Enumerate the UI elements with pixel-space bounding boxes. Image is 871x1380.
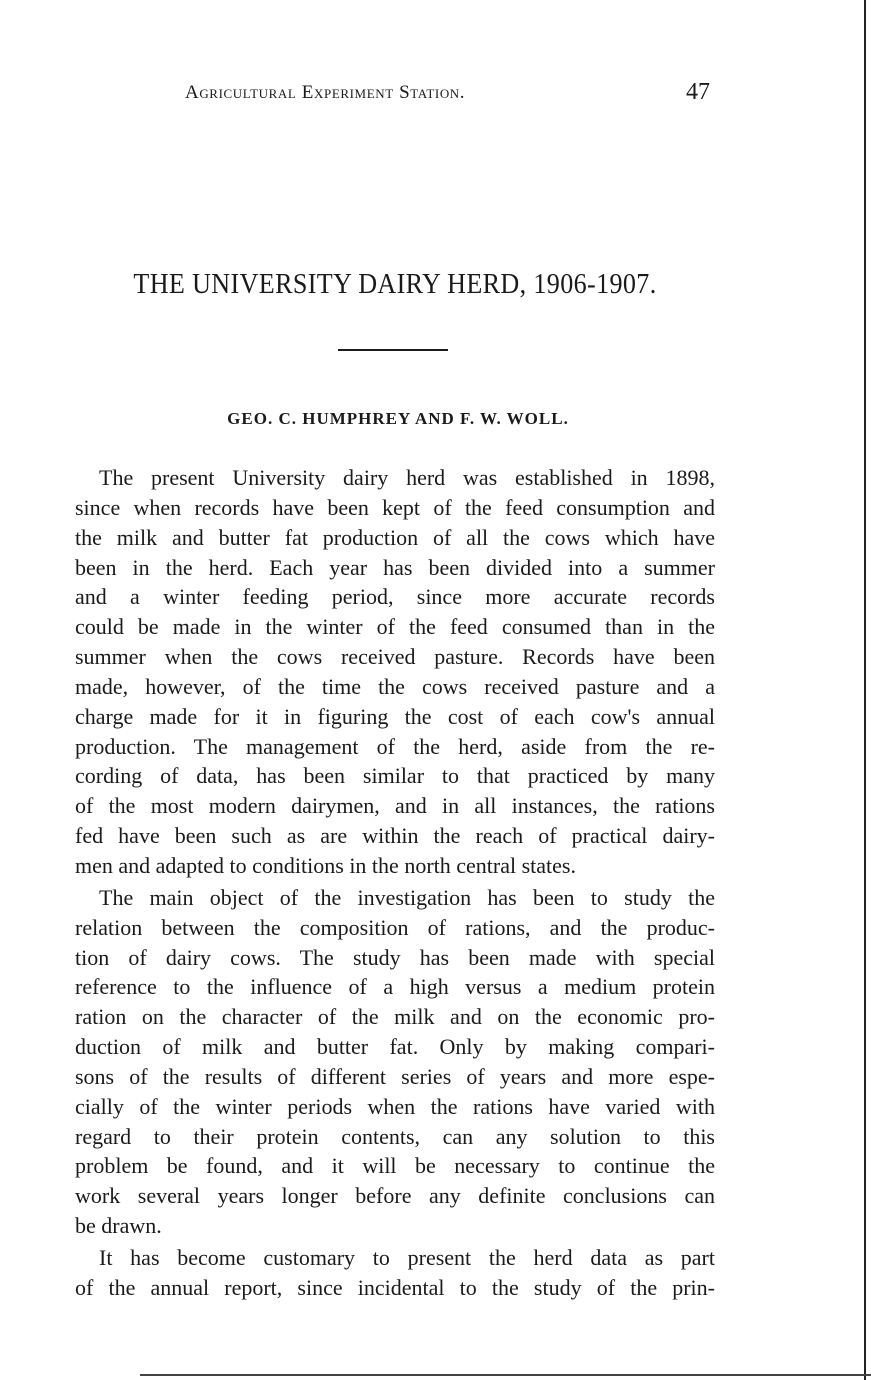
- text-line: duction of milk and butter fat. Only by making compari-: [75, 1034, 715, 1060]
- page-bottom-rule: [140, 1374, 871, 1376]
- running-head: [185, 79, 710, 112]
- text-line: The present University dairy herd was established in 1898,: [99, 465, 715, 490]
- article-title: THE UNIVERSITY DAIRY HERD, 1906-1907.: [133, 268, 657, 300]
- text-line: of the annual report, since incidental to the study of the prin-: [75, 1274, 715, 1300]
- text-line: charge made for it in figuring the cost of each cow's annual: [75, 703, 715, 729]
- text-line: problem be found, and it will be necessary to continue the: [75, 1153, 715, 1179]
- text-line: ration on the character of the milk and on the economic pro-: [75, 1004, 715, 1030]
- title-divider: [338, 349, 448, 351]
- text-line: be drawn.: [75, 1213, 162, 1239]
- text-line: work several years longer before any definite conclusions can: [75, 1183, 715, 1209]
- text-line: cially of the winter periods when the rations have varied with: [75, 1093, 715, 1119]
- page-edge-rule: [864, 0, 866, 1380]
- text-line: sons of the results of different series of years and more espe-: [75, 1063, 715, 1089]
- text-line: It has become customary to present the herd data as part: [99, 1244, 715, 1270]
- text-line: summer when the cows received pasture. Records have been: [75, 644, 715, 670]
- text-line: production. The management of the herd, aside from the re-: [75, 733, 715, 759]
- paragraph-3: [75, 1243, 715, 1303]
- text-line: tion of dairy cows. The study has been made with special: [75, 944, 715, 970]
- text-line: regard to their protein contents, can any solution to this: [75, 1123, 715, 1149]
- text-line: and a winter feeding period, since more accurate records: [75, 584, 715, 610]
- text-line: The main object of the investigation has been to study the: [99, 884, 715, 910]
- text-line: cording of data, has been similar to that practiced by many: [75, 763, 715, 789]
- article-body: [75, 463, 715, 1303]
- text-line: relation between the composition of rations, and the produc-: [75, 914, 715, 940]
- text-line: could be made in the winter of the feed consumed than in the: [75, 614, 715, 640]
- paragraph-1: [75, 463, 715, 881]
- text-line: the milk and butter fat production of all the cows which have: [75, 524, 715, 550]
- text-line: of the most modern dairymen, and in all instances, the rations: [75, 793, 715, 819]
- text-line: men and adapted to conditions in the north central states.: [75, 852, 576, 878]
- text-line: since when records have been kept of the feed consumption and: [75, 494, 715, 520]
- text-line: made, however, of the time the cows received pasture and a: [75, 673, 715, 699]
- article-authors: GEO. C. HUMPHREY AND F. W. WOLL.: [227, 409, 569, 428]
- page-number: 47: [686, 79, 710, 105]
- paragraph-2: [75, 883, 715, 1241]
- running-head-title: Agricultural Experiment Station.: [185, 82, 466, 103]
- text-line: fed have been such as are within the reach of practical dairy-: [75, 823, 715, 849]
- text-line: reference to the influence of a high versus a medium protein: [75, 974, 715, 1000]
- text-line: been in the herd. Each year has been divided into a summer: [75, 554, 715, 580]
